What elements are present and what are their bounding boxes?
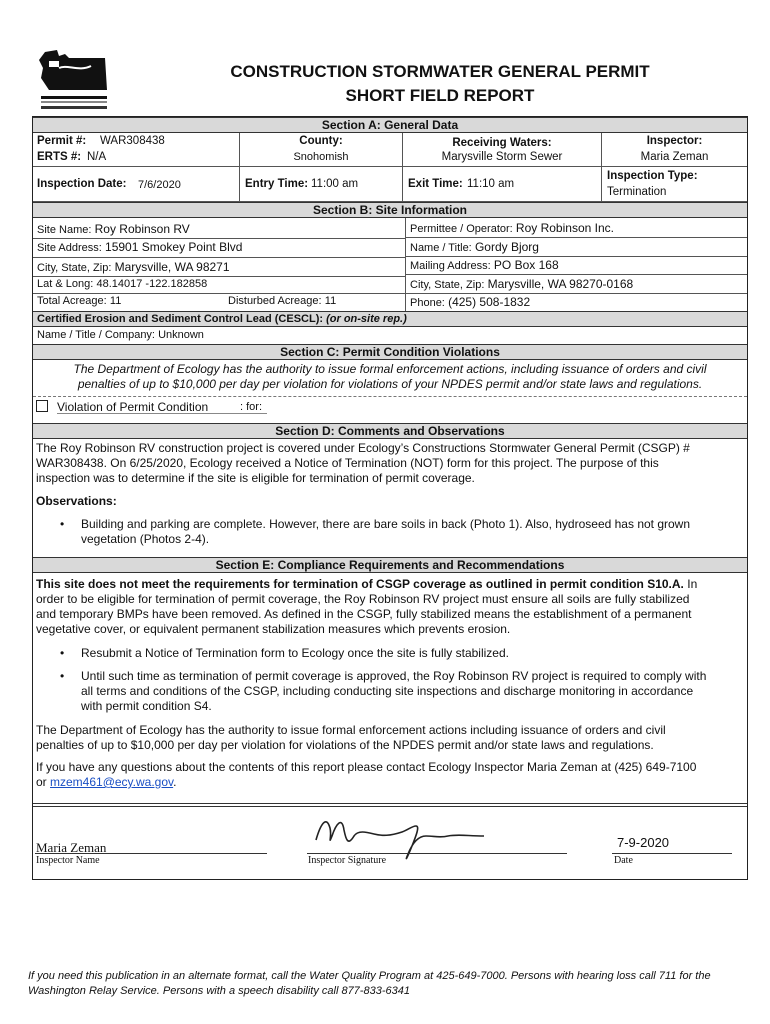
- site-address-row: [37, 240, 242, 254]
- phone-label: Phone:: [410, 297, 445, 309]
- date-value: 7-9-2020: [617, 835, 670, 850]
- lat-long-row: [37, 278, 207, 290]
- requirement-1: Resubmit a Notice of Termination form to Ecology once the site is fully stabilized.: [81, 646, 509, 660]
- compliance-lead-line3: and temporary BMPs have been removed. As defined in the CSGP, fully stabilized means the establishment of a permanent: [36, 607, 692, 621]
- intro-line3: inspection was to determine if the site is eligible for termination of permit coverage.: [36, 471, 475, 485]
- inspection-type-label: Inspection Type:: [607, 170, 698, 182]
- contact-name-value: Gordy Bjorg: [474, 240, 539, 254]
- lat-long-label: Lat & Long:: [37, 278, 94, 290]
- county-value: Snohomish: [293, 151, 349, 163]
- mailing-city-label: City, State, Zip:: [410, 279, 485, 291]
- authority-line2: penalties of up to $10,000 per day per violation for violations of the NPDES permit and/or state laws and regulations.: [36, 738, 654, 752]
- site-name-value: Roy Robinson RV: [94, 222, 190, 236]
- ecology-logo: [35, 48, 111, 114]
- permit-number-label: Permit #:: [37, 135, 87, 147]
- inspector-email-link[interactable]: mzem461@ecy.wa.gov: [50, 775, 174, 789]
- section-e-heading: Section E: Compliance Requirements and Recommendations: [33, 557, 747, 573]
- intro-line1: The Roy Robinson RV construction project is covered under Ecology’s Constructions Stormwater General Permit (CSGP) #: [36, 441, 690, 455]
- report-title-line1: CONSTRUCTION STORMWATER GENERAL PERMIT: [230, 62, 650, 81]
- cescl-heading: [33, 311, 747, 327]
- permittee-row: [410, 221, 614, 235]
- contact-line1: If you have any questions about the contents of this report please contact Ecology Inspector Maria Zeman at (425) 649-7100: [36, 760, 697, 774]
- requirement-2-line2: all terms and conditions of the CSGP, including conducting site inspections and discharge monitoring in accordance: [81, 684, 694, 698]
- observation-1-line2: vegetation (Photos 2-4).: [81, 532, 210, 546]
- erts-number-label: ERTS #:: [37, 151, 82, 163]
- inspection-type-value: Termination: [607, 186, 667, 198]
- cescl-name-label: Name / Title / Company:: [37, 329, 155, 341]
- phone-value: (425) 508-1832: [448, 295, 531, 309]
- exit-time-value: 11:10 am: [467, 178, 515, 190]
- inspector-value: Maria Zeman: [640, 151, 709, 163]
- section-a-heading: Section A: General Data: [33, 117, 747, 133]
- site-address-label: Site Address:: [37, 242, 102, 254]
- report-title-line2: SHORT FIELD REPORT: [345, 86, 535, 105]
- mailing-address-value: PO Box 168: [493, 258, 559, 272]
- contact-name-row: [410, 240, 539, 254]
- disturbed-acreage-label: Disturbed Acreage:: [228, 295, 322, 307]
- phone-row: [410, 295, 530, 309]
- compliance-lead-bold: This site does not meet the requirements for termination of CSGP coverage as outlined in permit condition S10.A.: [36, 577, 684, 591]
- violation-label: Violation of Permit Condition: [57, 400, 209, 414]
- footer-line1: If you need this publication in an alternate format, call the Water Quality Program at 425-649-7000. Persons with hearing loss call 711 for the: [28, 970, 711, 982]
- lat-long-value: 48.14017 -122.182858: [96, 278, 208, 290]
- observations-label: Observations:: [36, 494, 117, 508]
- inspection-date-value: 7/6/2020: [138, 179, 181, 191]
- mailing-address-label: Mailing Address:: [410, 260, 491, 272]
- site-city-row: [37, 260, 230, 274]
- cescl-name-value: Unknown: [158, 329, 204, 341]
- bullet-icon: •: [60, 646, 65, 660]
- contact-or: or: [36, 775, 47, 789]
- cescl-heading-text: Certified Erosion and Sediment Control Lead (CESCL):: [37, 313, 324, 325]
- permittee-label: Permittee / Operator:: [410, 223, 513, 235]
- total-acreage-label: Total Acreage:: [37, 295, 107, 307]
- violation-for-label: : for:: [240, 401, 263, 413]
- violation-checkbox[interactable]: [36, 400, 48, 412]
- disturbed-acreage-value: 11: [324, 295, 337, 307]
- authority-line1: The Department of Ecology has the authority to issue formal enforcement actions including issuance of orders and civil: [36, 723, 666, 737]
- compliance-lead-line1: [36, 577, 742, 592]
- footer-line2: Washington Relay Service. Persons with a speech disability call 877-833-6341: [28, 985, 410, 997]
- county-label: County:: [299, 135, 343, 147]
- inspector-name-label: Inspector Name: [36, 855, 100, 866]
- contact-period: .: [173, 775, 177, 789]
- requirement-2-line3: with permit condition S4.: [81, 699, 212, 713]
- permit-number-value: WAR308438: [100, 135, 165, 147]
- entry-time-value: 11:00 am: [311, 178, 359, 190]
- cescl-heading-suffix: (or on-site rep.): [326, 313, 407, 325]
- site-name-label: Site Name:: [37, 224, 92, 236]
- date-label: Date: [614, 855, 633, 866]
- receiving-waters-label: Receiving Waters:: [452, 137, 552, 149]
- bullet-icon: •: [60, 669, 65, 683]
- compliance-lead-line4: vegetative cover, or equivalent permanent stabilization measures which prevents erosion.: [36, 622, 511, 636]
- permittee-value: Roy Robinson Inc.: [515, 221, 614, 235]
- observation-1-line1: Building and parking are complete. However, there are bare soils in back (Photo 1). Also, hydroseed has not grown: [81, 517, 691, 531]
- disturbed-acreage-row: [228, 295, 336, 307]
- contact-line2: [36, 775, 742, 790]
- inspector-signature-label: Inspector Signature: [308, 855, 387, 866]
- cescl-row: [37, 329, 204, 341]
- site-name-row: [37, 222, 190, 236]
- contact-name-label: Name / Title:: [410, 242, 472, 254]
- inspector-label: Inspector:: [646, 135, 703, 147]
- entry-time-label: Entry Time:: [245, 178, 309, 190]
- requirement-2-line1: Until such time as termination of permit coverage is approved, the Roy Robinson RV project is required to comply with: [81, 669, 707, 683]
- exit-time-label: Exit Time:: [408, 178, 463, 190]
- section-c-heading: Section C: Permit Condition Violations: [33, 344, 747, 360]
- total-acreage-value: 11: [109, 295, 122, 307]
- inspection-date-label: Inspection Date:: [37, 178, 127, 190]
- mailing-city-value: Marysville, WA 98270-0168: [487, 277, 634, 291]
- compliance-lead-rest: In: [687, 577, 698, 591]
- inspector-name-value: Maria Zeman: [36, 840, 107, 855]
- erts-number-value: N/A: [87, 151, 107, 163]
- mailing-city-row: [410, 277, 633, 291]
- section-b-heading: Section B: Site Information: [33, 202, 747, 218]
- intro-line2: WAR308438. On 6/25/2020, Ecology received a Notice of Termination (NOT) form for this project. The purpose of this: [36, 456, 659, 470]
- washington-state-map-icon: [35, 48, 111, 114]
- site-city-value: Marysville, WA 98271: [114, 260, 230, 274]
- bullet-icon: •: [60, 517, 65, 531]
- site-address-value: 15901 Smokey Point Blvd: [105, 240, 243, 254]
- section-d-heading: Section D: Comments and Observations: [33, 423, 747, 439]
- compliance-lead-line2: order to be eligible for termination of permit coverage, the Roy Robinson RV project must ensure all soils are fully stabilized: [36, 592, 690, 606]
- receiving-waters-value: Marysville Storm Sewer: [441, 151, 563, 163]
- enforcement-notice-line2: penalties of up to $10,000 per day per violation for violations of your NPDES permit and/or state laws and regulations.: [77, 377, 703, 391]
- enforcement-notice-line1: The Department of Ecology has the authority to issue formal enforcement actions, including issuance of orders and civil: [73, 362, 707, 376]
- total-acreage-row: [37, 295, 121, 307]
- mailing-address-row: [410, 258, 559, 272]
- site-city-label: City, State, Zip:: [37, 262, 112, 274]
